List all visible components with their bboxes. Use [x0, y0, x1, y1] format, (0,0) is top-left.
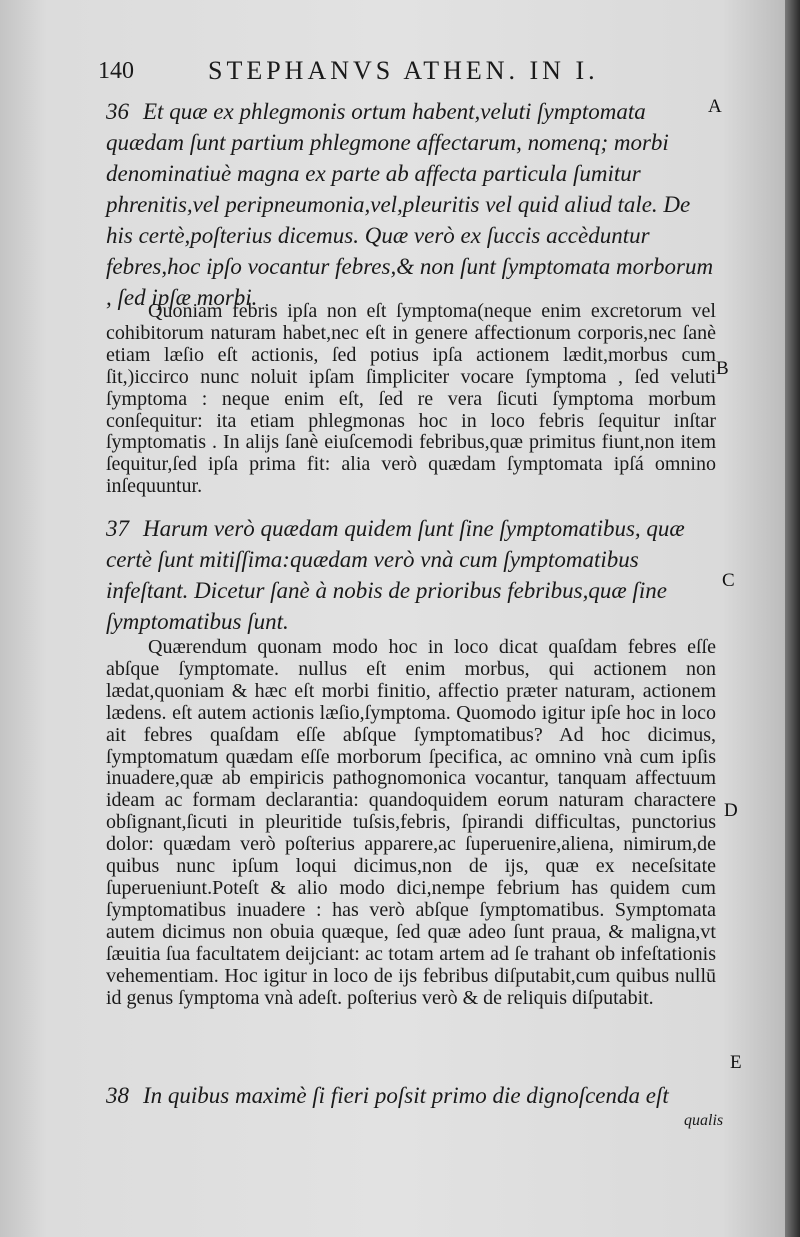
running-title: STEPHANVS ATHEN. IN I.	[208, 56, 599, 85]
lemma-text: Harum verò quædam quidem ſunt ſine ſymptomatibus, quæ certè ſunt mitiſſima:quædam verò vnà cum ſymptomatibus infeſtant. Dicetur ſanè à nobis de prioribus febribus,quæ ſine ſymptomatibus ſunt.	[106, 516, 685, 634]
margin-letter-a: A	[708, 96, 722, 117]
section-38	[106, 1080, 716, 1111]
margin-letter-b: B	[716, 358, 729, 379]
page-header	[98, 56, 658, 92]
margin-letter-d: D	[724, 800, 738, 821]
commentary-36: Quoniam febris ipſa non eſt ſymptoma(neque enim excretorum vel cohibitorum naturam habet,nec eſt in genere affectionum corporis,nec ſanè etiam læſio eſt actionis, ſed potius ipſa actionem lædit,morbus cum ſit,)iccirco nunc noluit ipſam ſimpliciter vocare ſymptoma , ſed veluti ſymptoma : neque enim eſt, ſed re vera ſicuti ſymptoma morbum conſequitur: ita etiam phlegmonas hoc in loco febris ſequitur inſtar ſymptomatis . In alijs ſanè eiuſcemodi febribus,quæ primitus fiunt,non item ſequitur,ſed ipſa prima fit: alia verò quædam ſymptomata ipſá omnino inſequuntur.	[106, 300, 716, 498]
lemma-36	[106, 96, 716, 313]
commentary-36-block	[106, 301, 716, 498]
lemma-37	[106, 513, 716, 637]
page-edge-shadow	[785, 0, 800, 1237]
catchword: qualis	[684, 1112, 724, 1129]
margin-letter-c: C	[722, 570, 735, 591]
page-number: 140	[98, 58, 134, 84]
commentary-37: Quærendum quonam modo hoc in loco dicat quaſdam febres eſſe abſque ſymptomate. nullus eſt enim morbus, qui actionem non lædat,quoniam & hæc eſt morbi finitio, affectio præter naturam, actionem lædens. eſt autem actionis læſio,ſymptoma. Quomodo igitur ipſe hoc in loco ait febres quaſdam eſſe abſque ſymptomatibus? Ad hoc dicimus, ſymptomatum quædam eſſe morborum ſpecifica, ac omnino vnà cum ipſis inuadere,quæ ab empiricis pathognomonica vocantur, tanquam affectuum ideam ac formam declarantia: quandoquidem eorum naturam charactere obſignant,ſicuti in pleuritide tuſsis,febris, ſpirandi difficultas, punctorius dolor: quædam verò poſterius apparere,ac ſuperuenire,aliena, nimirum,de quibus nunc ipſum loqui dicimus,non de ijs, quæ ex neceſsitate ſuperueniunt.Poteſt & alio modo dici,nempe febrium has quidem cum ſymptomatibus inuadere : has verò abſque ſymptomatibus. Symptomata autem dicimus non obuia quæque, ſed quæ adeo ſunt praua, & maligna,vt ſæuitia ſua facultatem deijciant: ac totam artem ad ſe trahant ob infeſtationis vehementiam. Hoc igitur in loco de ijs febribus diſputabit,cum quibus nullū id genus ſymptoma vnà adeſt. poſterius verò & de reliquis diſputabit.	[106, 636, 716, 1009]
lemma-text: In quibus maximè ſi fieri poſsit primo die dignoſcenda eſt	[143, 1083, 669, 1108]
lemma-38	[106, 1080, 716, 1111]
commentary-37-block	[106, 637, 716, 1009]
section-number: 37	[106, 516, 129, 541]
lemma-text: Et quæ ex phlegmonis ortum habent,veluti ſymptomata quædam ſunt partium phlegmone affectarum, nomenq; morbi denominatiuè magna ex parte ab affecta particula ſumitur phrenitis,vel peripneumonia,vel,pleuritis vel quid aliud tale. De his certè,poſterius dicemus. Quæ verò ex ſuccis accèduntur febres,hoc ipſo vocantur febres,& non ſunt ſymptomata morborum , ſed ipſæ morbi.	[106, 99, 714, 310]
section-37	[106, 513, 716, 637]
section-36	[106, 96, 716, 313]
section-number: 36	[106, 99, 129, 124]
section-number: 38	[106, 1083, 129, 1108]
margin-letter-e: E	[730, 1052, 742, 1073]
